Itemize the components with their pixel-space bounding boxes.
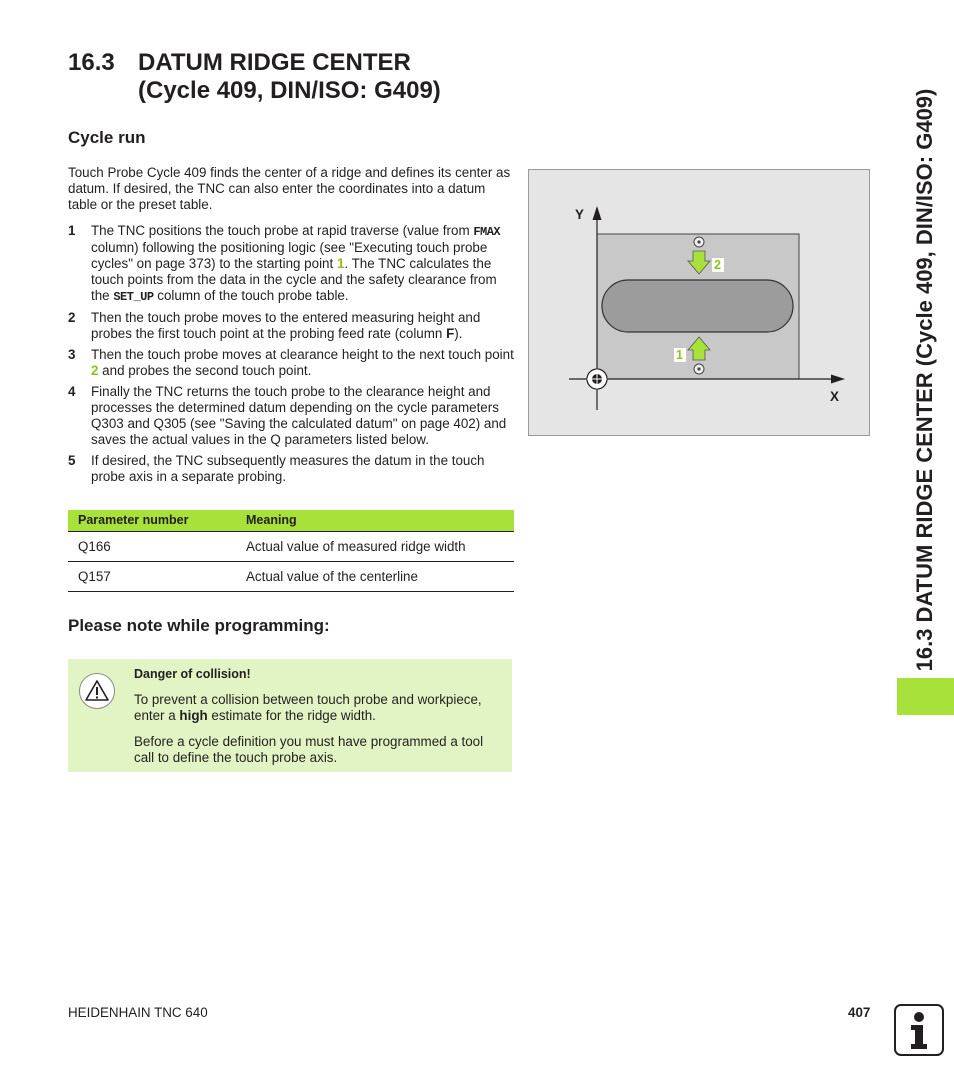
info-icon[interactable] (894, 1004, 944, 1056)
point-ref: 1 (336, 256, 345, 271)
danger-title: Danger of collision! (134, 667, 251, 681)
title-line-2: (Cycle 409, DIN/ISO: G409) (138, 77, 441, 104)
step-text: and probes the second touch point. (98, 363, 312, 378)
step-number: 4 (68, 384, 76, 399)
step-text: The TNC positions the touch probe at rapid traverse (value from (91, 223, 474, 238)
page-title (68, 49, 441, 105)
code-set-up: SET_UP (113, 290, 154, 304)
warning-triangle-icon (79, 673, 115, 709)
notes-heading: Please note while programming: (68, 616, 330, 635)
step-text: Then the touch probe moves at clearance height to the next touch point (91, 347, 514, 362)
table-cell: Q157 (68, 561, 236, 591)
note-text-part: To prevent a collision between touch probe and workpiece, enter a (134, 692, 482, 723)
table-cell: Q166 (68, 531, 236, 561)
column-f: F (446, 326, 455, 341)
step-text: Finally the TNC returns the touch probe to the clearance height and processes the determined datum depending on the cycle parameters Q303 and Q305 (see "Saving the calculated datum" on page 402) and saves the actual values in the Q parameters listed below. (91, 384, 507, 447)
page-number: 407 (848, 1005, 871, 1020)
step-text: column) following the positioning logic (see "Executing touch probe cycles" on page 373) to the starting point (91, 240, 488, 271)
header-meaning: Meaning (236, 510, 514, 531)
note-text-part: estimate for the ridge width. (207, 708, 376, 723)
step-text: If desired, the TNC subsequently measures the datum in the touch probe axis in a separate probing. (91, 453, 485, 484)
step-item (68, 384, 514, 448)
point-1-label: 1 (676, 348, 683, 362)
parameter-table (68, 510, 514, 592)
step-list (68, 223, 514, 490)
step-text: column of the touch probe table. (153, 288, 349, 303)
footer-product: HEIDENHAIN TNC 640 (68, 1005, 208, 1020)
table-row (68, 561, 514, 591)
cycle-run-heading: Cycle run (68, 128, 146, 147)
step-number: 5 (68, 453, 76, 468)
danger-note (68, 659, 512, 772)
note-text (134, 666, 500, 776)
table-cell: Actual value of the centerline (236, 561, 514, 591)
step-text: Then the touch probe moves to the entered measuring height and probes the first touch point at the probing feed rate (column (91, 310, 481, 341)
sidebar-title: 16.3 DATUM RIDGE CENTER (Cycle 409, DIN/ISO: G409) (912, 88, 937, 672)
point-ref: 2 (91, 363, 99, 378)
ridge-center-figure (528, 169, 870, 436)
code-fmax: FMAX (473, 225, 501, 239)
y-axis-label: Y (575, 207, 584, 222)
table-header-row (68, 510, 514, 531)
step-text: . The TNC calculates the touch points from the data in the cycle and the safety clearance from the (91, 256, 497, 303)
cycle-run-intro: Touch Probe Cycle 409 finds the center of a ridge and defines its center as datum. If desired, the TNC can also enter the coordinates into a datum table or the preset table. (68, 165, 511, 212)
step-item (68, 453, 514, 485)
title-line-1: DATUM RIDGE CENTER (138, 49, 411, 76)
table-cell: Actual value of measured ridge width (236, 531, 514, 561)
step-item (68, 223, 514, 305)
note-bold: high (179, 708, 208, 723)
section-number: 16.3 (68, 49, 115, 76)
step-number: 1 (68, 223, 76, 238)
step-number: 3 (68, 347, 76, 362)
step-number: 2 (68, 310, 76, 325)
point-2-label: 2 (714, 258, 721, 272)
step-item (68, 347, 514, 379)
note-paragraph: Before a cycle definition you must have programmed a tool call to define the touch probe axis. (134, 734, 484, 765)
header-parameter-number: Parameter number (68, 510, 236, 531)
step-text: ). (454, 326, 463, 341)
table-row (68, 531, 514, 561)
x-axis-label: X (830, 389, 839, 404)
step-item (68, 310, 514, 342)
chapter-tab (897, 678, 954, 715)
note-paragraph (134, 692, 500, 724)
